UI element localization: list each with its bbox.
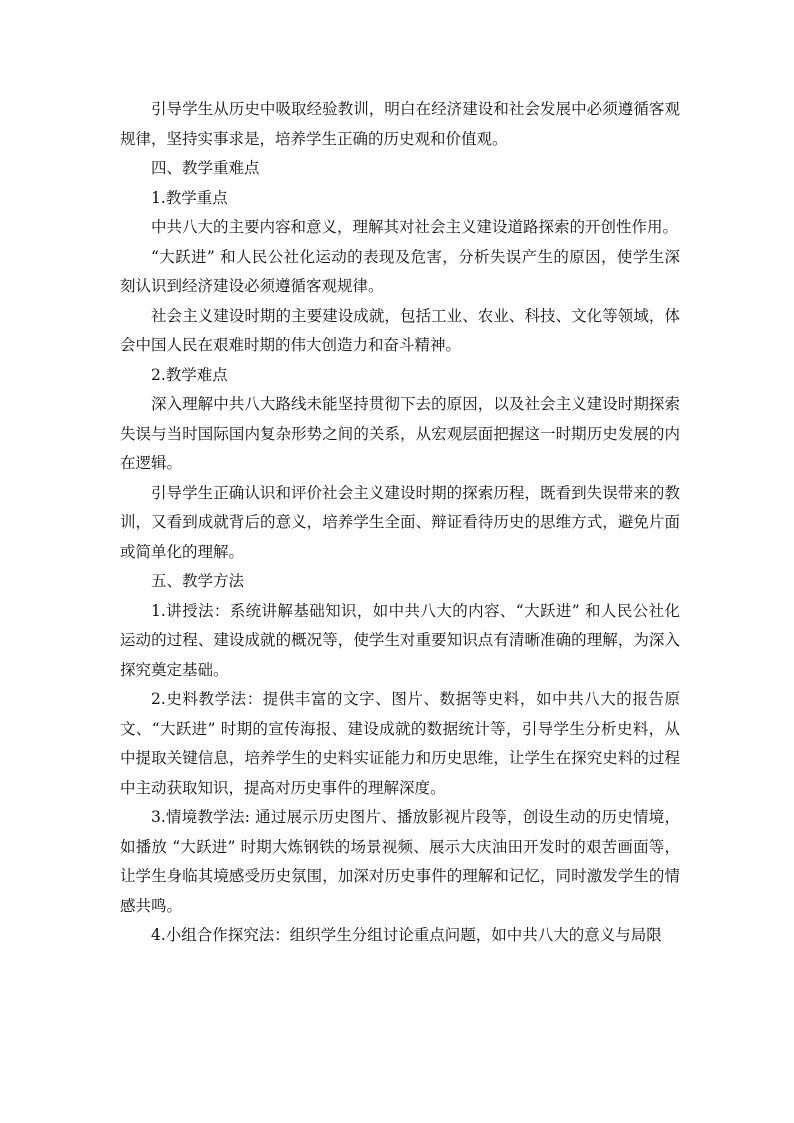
paragraph-source-method: 2.史料教学法：提供丰富的文字、图片、数据等史料，如中共八大的报告原文、“大跃进” 时期的宣传海报、建设成就的数据统计等，引导学生分析史料，从中提取关键信息，培养学生的史料实证能力和历史思维，让学生在探究史料的过程中主动获取知识，提高对历史事件的理解深度。 [120,690,680,797]
section-heading-methods: 五、教学方法 [151,572,245,590]
paragraph-correct-evaluation: 引导学生正确认识和评价社会主义建设时期的探索历程，既看到失误带来的教训，又看到成就背后的意义，培养学生全面、辩证看待历史的思维方式，避免片面或简单化的理解。 [120,483,680,561]
paragraph-situation-method: 3.情境教学法: 通过展示历史图片、播放影视片段等，创设生动的历史情境，如播放 “大跃进” 时期大炼钢铁的场景视频、展示大庆油田开发时的艰苦画面等，让学生身临其境感受历史氛围，加深对历史事件的理解和记忆，同时激发学生的情感共鸣。 [120,808,680,915]
paragraph-lecture-method: 1.讲授法：系统讲解基础知识，如中共八大的内容、“大跃进” 和人民公社化运动的过程、建设成就的概况等，使学生对重要知识点有清晰准确的理解，为深入探究奠定基础。 [120,601,680,679]
document-body [120,95,680,951]
subheading-teaching-difficulty: 2.教学难点 [151,365,228,384]
paragraph-great-leap: “大跃进” 和人民公社化运动的表现及危害，分析失误产生的原因，使学生深刻认识到经济建设必须遵循客观规律。 [120,247,680,295]
section-heading-key-points: 四、教学重难点 [151,159,260,177]
paragraph-eighth-congress: 中共八大的主要内容和意义，理解其对社会主义建设道路探索的开创性作用。 [151,218,679,236]
paragraph-group-method: 4.小组合作探究法：组织学生分组讨论重点问题，如中共八大的意义与局限 [151,926,662,944]
paragraph-history-lessons: 引导学生从历史中吸取经验教训，明白在经济建设和社会发展中必须遵循客观规律，坚持实事求是，培养学生正确的历史观和价值观。 [120,100,680,148]
paragraph-deep-understanding: 深入理解中共八大路线未能坚持贯彻下去的原因，以及社会主义建设时期探索失误与当时国际国内复杂形势之间的关系，从宏观层面把握这一时期历史发展的内在逻辑。 [120,395,680,472]
subheading-teaching-focus: 1.教学重点 [151,188,228,207]
paragraph-achievements: 社会主义建设时期的主要建设成就，包括工业、农业、科技、文化等领域，体会中国人民在艰难时期的伟大创造力和奋斗精神。 [120,306,680,354]
